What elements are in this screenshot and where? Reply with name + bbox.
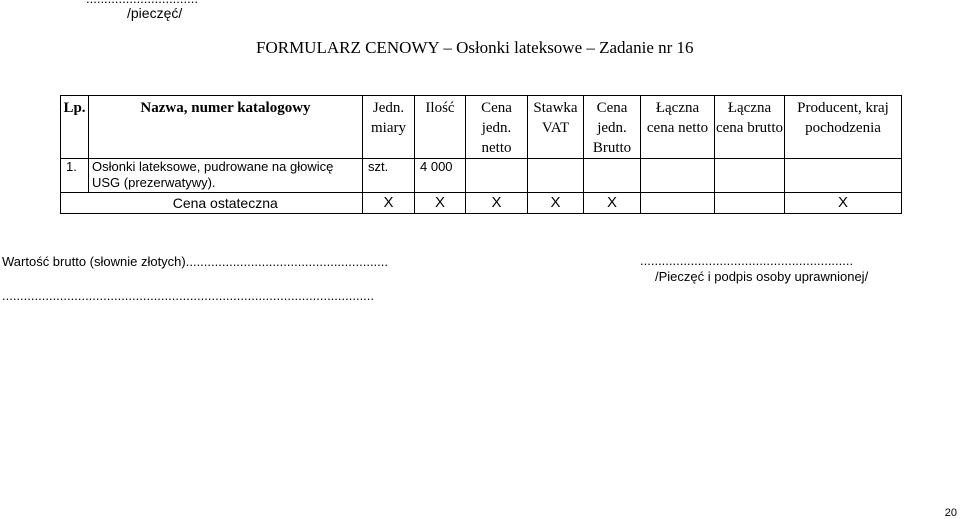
signature-label: /Pieczęć i podpis osoby uprawnionej/	[655, 269, 869, 284]
final-qty-x: X	[415, 193, 466, 214]
stamp-label: /pieczęć/	[127, 5, 183, 21]
row-producer[interactable]	[785, 159, 902, 193]
table-header-row	[61, 96, 902, 159]
header-producer: Producent, kraj pochodzenia	[785, 96, 902, 159]
header-qty: Ilość	[415, 96, 466, 159]
table-row	[61, 159, 902, 193]
final-vat-x: X	[528, 193, 584, 214]
final-unit-x: X	[363, 193, 415, 214]
final-unit-net-x: X	[466, 193, 528, 214]
final-price-label: Cena ostateczna	[89, 193, 363, 214]
row-name: Osłonki lateksowe, pudrowane na głowicę USG (prezerwatywy).	[89, 159, 363, 193]
form-title: FORMULARZ CENOWY – Osłonki lateksowe – Zadanie nr 16	[256, 38, 694, 57]
row-unit-net[interactable]	[466, 159, 528, 193]
price-table	[60, 95, 902, 214]
row-total-gross[interactable]	[715, 159, 785, 193]
header-total-net: Łączna cena netto	[641, 96, 715, 159]
page-number: 20	[944, 507, 957, 519]
row-unit-gross[interactable]	[584, 159, 641, 193]
final-price-row	[61, 193, 902, 214]
final-total-gross[interactable]	[715, 193, 785, 214]
header-vat: Stawka VAT	[528, 96, 584, 159]
header-total-gross: Łączna cena brutto	[715, 96, 785, 159]
header-unit-net: Cena jedn. netto	[466, 96, 528, 159]
final-total-net[interactable]	[641, 193, 715, 214]
signature-dotted-line: ...........................................................	[640, 253, 854, 268]
gross-in-words-line: Wartość brutto (słownie złotych)........................................................	[2, 254, 389, 269]
row-unit: szt.	[363, 159, 415, 193]
row-vat[interactable]	[528, 159, 584, 193]
header-unit-gross: Cena jedn. Brutto	[584, 96, 641, 159]
final-unit-gross-x: X	[584, 193, 641, 214]
header-lp: Lp.	[61, 96, 89, 159]
header-unit: Jedn. miary	[363, 96, 415, 159]
row-qty: 4 000	[415, 159, 466, 193]
header-name: Nazwa, numer katalogowy	[89, 96, 363, 159]
row-total-net[interactable]	[641, 159, 715, 193]
final-producer-x: X	[785, 193, 902, 214]
gross-in-words-line-2: .......................................................................................................	[2, 288, 375, 303]
row-lp: 1.	[61, 159, 89, 193]
